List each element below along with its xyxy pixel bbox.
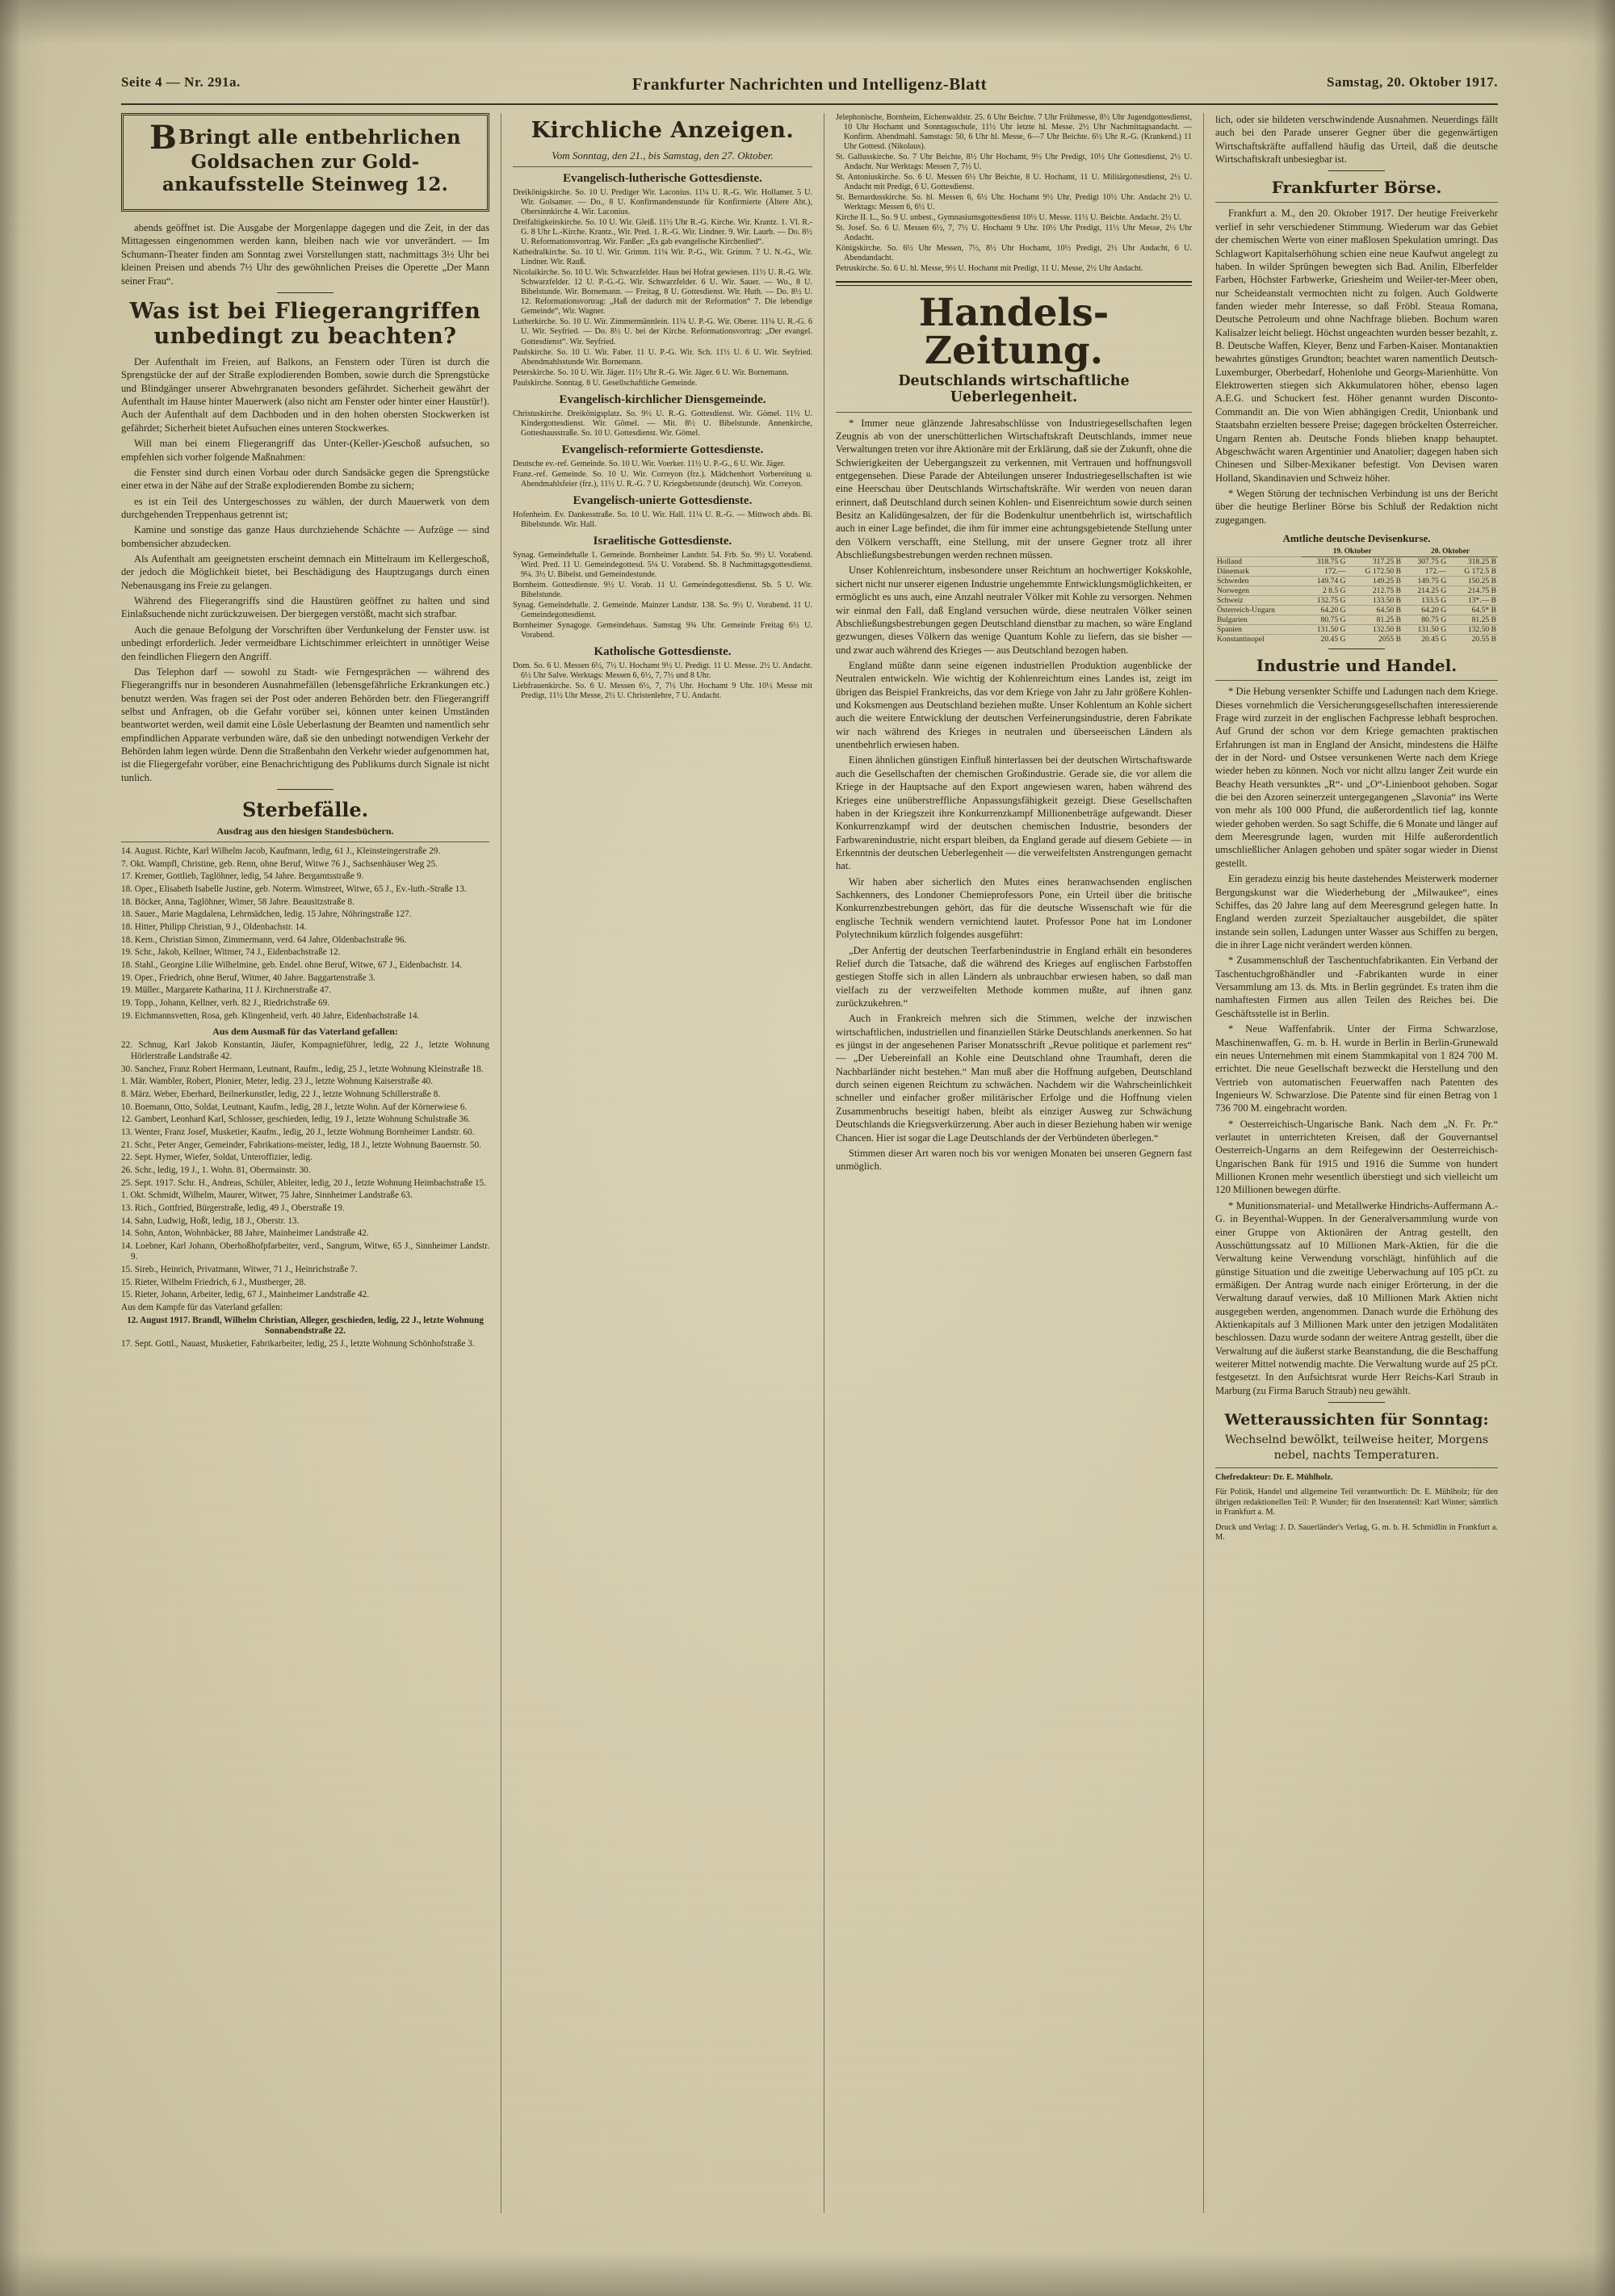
industry-paragraph: Ein geradezu einzig bis heute dastehendes Meisterwerk moderner Bergungskunst war die Wiederhebung der „Milwaukee“, eines Schiffes, das 20 Jahre lang auf dem Meeresgrund gelegen hatte. In England werden zurzeit Spezialtaucher ausgebildet, die später instande sein sollen, Ladungen unter Wasser aus Schiffen zu bergen, die in ihrer Lage nicht verändert werden können. (1215, 873, 1498, 951)
divider (836, 281, 1192, 286)
war-dead-entry: 14. Sohn, Anton, Wohnbäcker, 88 Jahre, Mainheimer Landstraße 42. (121, 1228, 369, 1239)
fx-value: 150.25 B (1448, 576, 1498, 586)
stock-exchange-paragraph: * Wegen Störung der technischen Verbindung ist uns der Bericht über die heutige Berliner Börse bis Schluß der Redaktion nicht zugegangen. (1215, 487, 1498, 526)
fx-value: 132.75 G (1302, 596, 1347, 606)
war-dead-entry: 10. Boemann, Otto, Soldat, Leutnant, Kaufm., ledig, 28 J., letzte Wohn. Auf der Körnerwiese 6. (121, 1102, 468, 1112)
fx-group-header: 19. Oktober (1302, 548, 1403, 556)
fx-value: 318.25 B (1448, 556, 1498, 566)
article-paragraph: es ist ein Teil des Untergeschosses zu wählen, der durch Mauerwerk von dem durchgehenden Treppenhaus getrennt ist; (121, 495, 489, 520)
war-dead-entry: 21. Schr., Peter Anger, Gemeinder, Fabrikations-meister, ledig, 18 J., letzte Wohnung Bauernstr. 50. (121, 1140, 481, 1150)
church-service-entry: Christuskirche. Dreikönigsplatz. So. 9½ U. R.-G. Gottesdienst. Wir. Gömel. 11½ U. Kindergottesdienst. Wir. Gömel. — Mit. 8½ U. Bibelstunde. Annenkirche, Gotteshausstraße. So. 10 U. Gottesdienst. Wir. Gömel. (513, 409, 812, 438)
newspaper-title: Frankfurter Nachrichten und Intelligenz-Blatt (631, 74, 988, 94)
fx-value: 13*.— B (1448, 596, 1498, 606)
war-dead-entry: 14. Loebner, Karl Johann, Oberhoßhofpfarbeiter, verd., Sangrum, Witwe, 65 J., Sinnheimer Landstr. 9. (121, 1240, 489, 1262)
article-paragraph: Der Aufenthalt im Freien, auf Balkons, an Fenstern oder Türen ist durch die Sprengstücke der auf der Straße explodierenden Bomben, sowie durch die Sprengstücke und Blindgänger unserer Abwehrgranaten besonders gefährdet. Sicherheit gewährt der Aufenthalt im Hause hinter Mauerwerk (also nicht am Fenster oder hinter einer Haustür!). Auch der Aufenthalt auf dem Dachboden und in den hohen obersten Stockwerken ist gefährdet; Sicherheit bietet Aufsuchen eines unteren Stockwerkes. (121, 355, 489, 434)
church-block-heading: Katholische Gottesdienste. (594, 645, 732, 659)
fx-value: 149.75 G (1403, 576, 1448, 586)
church-notices-daterange: Vom Sonntag, den 21., bis Samstag, den 27. Oktober. (552, 149, 774, 162)
death-entry: 18. Sauer., Marie Magdalena, Lehrmädchen, ledig. 15 Jahre, Nöhringstraße 127. (121, 909, 412, 920)
church-service-entry: Paulskirche. Sonntag. 8 U. Gesellschaftliche Gemeinde. (513, 378, 698, 388)
fx-value: 2055 B (1347, 635, 1403, 644)
church-service-entry: Synag. Gemeindehalle 1. Gemeinde. Bornheimer Landstr. 54. Frb. So. 9½ U. Vorabend. Wird. Pred. 11 U. Gemeindegottesd. 5¼ U. Vorabend. Sb. 8 Nachmittagsgottesdienst. 9¼. 3½ U. Bibelst. und Gemeindestunde. (513, 550, 812, 579)
fx-value: 318.75 G (1302, 556, 1347, 566)
war-dead-entry: 1. Okt. Schmidt, Wilhelm, Maurer, Witwer, 75 Jahre, Sinnheimer Landstraße 63. (121, 1190, 413, 1201)
fx-value: 80.75 G (1403, 615, 1448, 625)
fx-value: 149.25 B (1347, 576, 1403, 586)
fx-value: 149.74 G (1302, 576, 1347, 586)
deaths-list (121, 846, 489, 1022)
article-paragraph: Das Telephon darf — sowohl zu Stadt- wie Ferngesprächen — während des Fliegerangriffs nur in besonderen Ausnahmefällen (lebensgefährliche Erkrankungen etc.) benutzt werden. Was fragen sei der Post oder anderen Behörden betr. den Fliegerangriff selbst und Anfragen, ob die Gefahr vorüber sei, können unter keinen Umständen beantwortet werden, weil damit eine Lösle Ueberlastung der Beamten und namentlich sehr empfindlichen Apparate verbunden wäre, daß sie den unbedingt notwendigen Verkehr der Behörden lahm legen würde. Denn die Straßenbahn den Verkehr wieder aufgenommen hat, ist die Fliegergefahr vorüber, eine Benachrichtigung des Publikums durch Signale ist nicht tunlich. (121, 665, 489, 783)
war-dead-sublabel: 12. August 1917. Brandl, Wilhelm Christian, Alleger, geschieden, ledig, 22 J., letzte Wohnung Sonnabendstraße 22. (127, 1315, 484, 1337)
trade-paragraph: Einen ähnlichen günstigen Einfluß hinterlassen bei der deutschen Wirtschaftswarde auch die Gesellschaften der chemischen Großindustrie. Gerade sie, die vor allem die Kriege in der Hauptsache auf den Export angewiesen waren, haben während des Krieges eine unüberstreffliche Anpassungsfähigkeit gezeigt. Diese Gesellschaften haben in der Kriegszeit ihre Konkurrenzkampf Millionenbeträge aufgewandt. Dieser Konkurrenzkampf wird der deutschen chemischen Industrie, besonders der Farbwarenindustrie, nicht erspart bleiben, da England gerade auf diesem Gebiete — in Erkenntnis der deutschen Ueberlegenheit — die verweifeltsten Anstrengungen gemacht hat. (836, 754, 1192, 872)
divider (1328, 170, 1385, 171)
war-dead-entry: 12. Gambert, Leonhard Karl, Schlosser, geschieden, ledig, 19 J., letzte Wohnung Schulstraße 36. (121, 1114, 471, 1125)
table-row (1215, 556, 1498, 566)
deaths-section-title: Sterbefälle. (241, 798, 369, 822)
column-1 (121, 113, 501, 2213)
death-entry: 18. Hitter, Philipp Christian, 9 J., Oldenbachstr. 14. (121, 922, 307, 933)
column-4 (1203, 113, 1498, 2213)
church-service-entry: St. Josef. So. 6 U. Messen 6½, 7, 7½ U. Hochamt 9 Uhr. 10½ Uhr Predigt, 11½ Uhr Messe, 2½ Uhr Andacht. (836, 224, 1192, 243)
death-entry: 19. Oper., Friedrich, ohne Beruf, Witmer, 40 Jahre. Baggartenstraße 3. (121, 972, 375, 983)
divider (1215, 202, 1498, 203)
church-service-entry: St. Bernardusskirche. So. hl. Messen 6, 6½ Uhr. Hochamt 9½ Uhr, Predigt 10½ Uhr. Andacht 2½ U. Werktags: Messen 6, 6½ U. (836, 193, 1192, 212)
fx-value: 212.75 B (1347, 586, 1403, 595)
war-dead-entry: 1. Mär. Wambler, Robert, Plonier, Meter, ledig. 23 J., letzte Wohnung Kaiserstraße 40. (121, 1077, 434, 1087)
industry-paragraph: * Oesterreichisch-Ungarische Bank. Nach dem „N. Fr. Pr.“ verlautet in unterrichteten Kreisen, daß der Gouvernantsel Oesterreich-Ungarns an dem Reifegewinn der Oesterreichisch-Ungarischen Bank für 1915 und 1916 die Summe von hundert Millionen Kronen mehr wesentlich überstiegt und sich vielleicht um 120 Millionen bewegen dürfte. (1215, 1118, 1498, 1196)
trade-paragraph: Wir haben aber sicherlich den Mutes eines heranwachsenden englischen Sachkenners, des Londoner Chemieprofessors Pone, ein Urteil über die britische Konkurrenzbestrebungen gehört, das für die deutsche Wissenschaft wie für die englische Technik wendern vernichtend lautet. Professor Pone hat im Londoner Polytechnikum kürzlich folgendes ausgeführt: (836, 875, 1192, 941)
fx-table-title: Amtliche deutsche Devisenkurse. (1282, 532, 1431, 545)
war-dead-list (121, 1040, 489, 1349)
table-row (1215, 606, 1498, 615)
article-paragraph: Kamine und sonstige das ganze Haus durchziehende Schächte — Aufzüge — sind bombensicher abzudecken. (121, 524, 489, 549)
industry-paragraph: * Zusammenschluß der Taschentuchfabrikanten. Ein Verband der Taschentuchgroßhändler und -Fabrikanten wurde in einer Versammlung am 13. ds. Mts. in Berlin gegründet. Es traten ihm die namhaftesten Firmen aus allen Teilen des Reiches bei. Die Geschäftsstelle ist in Berlin. (1215, 955, 1498, 1019)
article-paragraph: Als Aufenthalt am geeignetsten erscheint demnach ein Mittelraum im Kellergeschoß, der jedoch die Möglichkeit bietet, bei Beschädigung des Hauptzugangs durch einen Nebenausgang ins Freie zu gelangen. (121, 553, 489, 591)
church-service-entry: Synag. Gemeindehalle. 2. Gemeinde. Mainzer Landstr. 138. So. 9½ U. Vorabend. 11 U. Gemeindegottesdienst. (513, 601, 812, 620)
war-dead-entry: 26. Schr., ledig, 19 J., 1. Wohn. 81, Obermainstr. 30. (121, 1165, 311, 1175)
death-entry: 18. Stahl., Georgine Lilie Wilhelmine, geb. Endel. ohne Beruf, Witwe, 67 J., Eidenbachstr. 14. (121, 960, 462, 971)
fx-country: Dänemark (1215, 566, 1302, 576)
advert-line-1 (135, 119, 476, 157)
church-service-entry: Dreikönigskirche. So. 10 U. Prediger Wir. Laconius. 11¼ U. R.-G. Wir. Hollamer. 5 U. Wir. Golsamer. — Do., 8 U. Konfirmandenstunde für Konfirmierte (Ältere Abt.), Obersinnkirche 4. Wir. Laconius. (513, 188, 812, 217)
imprint-line: Druck und Verlag: J. D. Sauerländer's Verlag, G. m. b. H. Schmidlin in Frankfurt a. M. (1215, 1522, 1498, 1543)
church-block-heading: Evangelisch-reformierte Gottesdienste. (561, 443, 764, 456)
death-entry: 14. August. Richte, Karl Wilhelm Jacob, Kaufmann, ledig, 61 J., Kleinsteingerstraße 29. (121, 846, 441, 857)
industry-paragraph: * Neue Waffenfabrik. Unter der Firma Schwarzlose, Maschinenwaffen, G. m. b. H. wurde in Berlin in Berlin-Grunewald ein neues Unternehmen mit einem Stammkapital von 1 824 700 M. errichtet. Die neue Gesellschaft bezweckt die Herstellung und den Vertrieb von automatischen Feuerwaffen nach Patenten des Ingenieurs W. Schwarzlose. Die Patente sind für einen Betrag von 1 736 700 M. eingebracht worden. (1215, 1023, 1498, 1114)
headline-line-2: unbedingt zu beachten? (153, 323, 457, 349)
trade-paragraph: Auch in Frankreich mehren sich die Stimmen, welche der inzwischen wirtschaftlichen, industriellen und finanziellen Stärke Deutschlands anerkennen. So hat es jüngst in der angesehenen Pariser Monatsschrift „Revue politique et parlement res“ — „Der Uebereinfall an Kohle eine Deutschland ohne Traumhaft, deren die Nachbarländer nicht bestehen.“ Man muß aber die Hoffnung aufgeben, Deutschland durch seinen eigenen Reichtum zu schwächen. Nachdem wir die Wahrscheinlichkeit schneller und einfacher großer militärischer Erfolge und die Hoffnung vielen Zusammenbruchs beseitigt haben, bleibt als einziger Ausweg zur Schwächung Deutschlands die Kriegsverkürzerung. Aber auch in dieser Beziehung haben wir wenige Chancen. Hier ist sogar die Lage Deutschlands der der Verbündeten überlegen.“ (836, 1013, 1192, 1144)
table-row (1215, 615, 1498, 625)
divider (1328, 1402, 1385, 1403)
fx-value: 307.75 G (1403, 556, 1448, 566)
trade-paragraph: „Der Anfertig der deutschen Teerfarbenindustrie in England erhält ein besonderes Relief durch die Tatsache, daß die während des Krieges auf englischen Farbstoffen gestiegen Stoffe sich in allen Ländern als unbrauchbar erwiesen haben, so daß man vielfach zu der verzweifelten Methode kommen mußte, auf ihnen ganz zurückzukehren.“ (836, 944, 1192, 1009)
trade-section-title: Handels-Zeitung. (918, 290, 1110, 373)
page-sheet (121, 74, 1498, 2223)
war-dead-entry: 22. Sept. Hymer, Wiefer, Soldat, Unteroffizier, ledig. (121, 1152, 313, 1163)
fx-col-empty (1215, 548, 1302, 556)
church-service-entry: Jelephonische, Bornheim, Eichenwaldstr. 25. 6 Uhr Beichte. 7 Uhr Frühmesse, 8½ Uhr Jugendgottesdienst, 10 Uhr Hochamt und Sonntagsschule, 11½ Uhr letzte hl. Messe. 2½ Uhr Nachmittagsandacht. — Konfirm. Abendmahl. Samstags: 50, 6 Uhr hl. Messe, 6—7 Uhr Beichte. 6½ Uhr R.-G. (Krankend.) 11 Uhr Gottesd. (Nikolaus). (836, 113, 1192, 152)
church-service-entry: St. Antoniuskirche. So. 6 U. Messen 6½ Uhr Beichte, 8 U. Hochamt, 11 U. Militärgottesdienst, 2½ U. Andacht mit Predigt, 6 U. Gottesdienst. (836, 173, 1192, 192)
article-paragraph: die Fenster sind durch einen Vorbau oder durch Sandsäcke gegen die Sprengstücke einer etwa in der Nähe auf der Straße explodierenden Bombe zu sichern; (121, 466, 489, 492)
church-notices-title: Kirchliche Anzeigen. (531, 118, 795, 143)
fx-value: 133.5 G (1403, 596, 1448, 606)
war-dead-entry: 30. Sanchez, Franz Robert Hermann, Leutnant, Raufm., ledig, 25 J., letzte Wohnung Kleinstraße 18. (121, 1064, 484, 1074)
fx-value: 64.5* B (1448, 606, 1498, 615)
deaths-section-subtitle: Ausdrag aus den hiesigen Standesbüchern. (216, 825, 394, 837)
church-service-entry: Franz.-ref. Gemeinde. So. 10 U. Wir. Correyon (frz.). Mädchenhort Vorbereitung u. Abendmahlsfeier (frz.), 11½ U. R.-G. 7 U. Kriegsbetstunde (deutsch). Wir. Correyon. (513, 469, 812, 489)
war-dead-label: Aus dem Ausmaß für das Vaterland gefallen: (212, 1026, 398, 1038)
church-service-entry: Königskirche. So. 6½ Uhr Messen, 7½, 8½ Uhr Hochamt, 10½ Predigt, 2½ Uhr Andacht, 6 U. Abendandacht. (836, 244, 1192, 263)
weather-forecast-title: Wetteraussichten für Sonntag: (1224, 1411, 1489, 1429)
church-service-entry: Petruskirche. So. 6 U. hl. Messe, 9½ U. Hochamt mit Predigt, 11 U. Messe, 2½ Uhr Andacht. (836, 264, 1143, 274)
fx-value: 64.20 G (1302, 606, 1347, 615)
death-entry: 19. Müller., Margarete Katharina, 11 J. Kirchnerstraße 47. (121, 985, 332, 996)
gold-purchase-advert (121, 113, 489, 212)
fx-value: 81.25 B (1448, 615, 1498, 625)
church-service-entry: Lutherkirche. So. 10 U. Wir. Zimmermännlein. 11¼ U. P.-G. Wir. Oberer. 11¼ U. R.-G. 6 U. Wir. Seyfried. — Do. 8½ U. bei der Kirche. Reformationsvortrag: „Der evangel. Gottesdienst“. Wir. Seyfried. (513, 317, 812, 346)
church-block-heading: Evangelisch-lutherische Gottesdienste. (563, 172, 762, 186)
fx-value: 214.25 G (1403, 586, 1448, 595)
fx-value: 80.75 G (1302, 615, 1347, 625)
fx-country: Schweiz (1215, 596, 1302, 606)
war-dead-entry: Aus dem Kampfe für das Vaterland gefallen: (121, 1303, 283, 1313)
issue-date: Samstag, 20. Oktober 1917. (1327, 74, 1498, 90)
fx-group-header: 20. Oktober (1403, 548, 1498, 556)
death-entry: 19. Schr., Jakob, Kellner, Witmer, 74 J., Eidenbachstraße 12. (121, 947, 341, 958)
fx-value: 20.45 G (1302, 635, 1347, 644)
church-block-heading: Israelitische Gottesdienste. (593, 534, 732, 548)
church-service-entry: Dom. So. 6 U. Messen 6½, 7½ U. Hochamt 9½ U. Predigt. 11 U. Messe. 2½ U. Andacht. 6½ Uhr Salve. Werktags: Messen 6, 6½, 7, 7½ und 8 Uhr. (513, 661, 812, 681)
church-service-entry: Bornheim. Gottesdienste. 9½ U. Vorab. 11 U. Gemeindegottesdienst. Sb. 5 U. Wir. Bibelstunde. (513, 581, 812, 600)
trade-paragraph: Unser Kohlenreichtum, insbesondere unser Reichtum an hochwertiger Kokskohle, sichert nicht nur unserer eigenen Industrie ungehemmte Entwicklungsmöglichkeiten, er ermöglicht es uns auch, eine Anzahl neutraler Völker mit Kohle zu versorgen. Nehmen wir einmal den Fall, daß England versuchen würde, diese neutralen Völker seinen Abschließungsbestrebungen gegen Deutschland dienstbar zu machen, so wäre England gezwungen, dieses Völkern das wenige Quantum Kohle zu liefern, das sie bisher — und zwar auch während des Krieges — aus Deutschland bezogen haben. (836, 565, 1192, 656)
stock-exchange-title: Frankfurter Börse. (1271, 178, 1442, 198)
fx-country: Spanien (1215, 625, 1302, 635)
church-block-heading: Evangelisch-unierte Gottesdienste. (573, 493, 753, 507)
divider (836, 412, 1192, 413)
church-service-entry: St. Gallusskirche. So. 7 Uhr Beichte, 8½ Uhr Hochamt, 9½ Uhr Predigt, 10½ Uhr Gottesdienst, 2½ U. Andacht. Nur Werktags: Messen 7, 7½ U. (836, 153, 1192, 172)
war-dead-entry: 15. Rieter, Johann, Arbeiter, ledig, 67 J., Mainheimer Landstraße 42. (121, 1290, 369, 1300)
church-block-heading: Evangelisch-kirchlicher Diensgemeinde. (559, 392, 766, 406)
table-row (1215, 586, 1498, 595)
fx-value: 131.50 G (1403, 625, 1448, 635)
fx-rate-table (1215, 548, 1498, 644)
war-dead-entry: 22. Schnug, Karl Jakob Konstantin, Jäufer, Kompagnieführer, ledig, 22 J., letzte Wohnung Hörlerstraße Landstraße 42. (121, 1040, 489, 1061)
editor-imprint-label: Chefredakteur: Dr. E. Mühlholz. (1215, 1472, 1333, 1482)
fx-value: 20.55 B (1448, 635, 1498, 644)
trade-article-headline: Deutschlands wirtschaftliche Ueberlegenheit. (898, 372, 1130, 405)
table-row (1215, 635, 1498, 644)
article-paragraph: Auch die genaue Befolgung der Vorschriften über Verdunkelung der Fenster usw. ist unbedingt erforderlich. Jeder vermeidbare Lichtschimmer erleichtert in unnötiger Weise den feindlichen Fliegern den Angriff. (121, 623, 489, 662)
fx-table-body (1215, 556, 1498, 644)
imprint-line: Für Politik, Handel und allgemeine Teil verantwortlich: Dr. E. Mühlholz; für den übrigen redaktionellen Teil: P. Wunder; für den Inseratenteil: Karl Winter; sämtlich in Frankfurt a. M. (1215, 1488, 1498, 1517)
fx-value: 64.50 B (1347, 606, 1403, 615)
divider (277, 789, 333, 790)
fx-value: G 172.50 B (1347, 566, 1403, 576)
article-paragraph: Will man bei einem Fliegerangriff das Unter-(Keller-)Geschoß aufsuchen, so empfehlen sich vorher folgende Maßnahmen: (121, 438, 489, 463)
trade-paragraph: Stimmen dieser Art waren noch bis vor wenigen Monaten bei unseren Gegnern fast unmöglich. (836, 1147, 1192, 1173)
advert-line-1-text: Bringt alle entbehrlichen (178, 125, 461, 149)
divider (1215, 680, 1498, 681)
church-service-entry: Nicolaikirche. So. 10 U. Wir. Schwarzfelder. Haus bei Hofrat gewiesen. 11½ U. R.-G. Wir. Schwarzfelder. 12 U. P.-G.-G. Wir. Schwarzfelder. 6 U. Wir. Sauer. — Wo., 8 U. Bibelstunde. Wir. Bornemann. — Freitag, 8 U. Gottesdienst. Wir. Huth. — Do. 8½ U. 12. Reformationsvortrag: „Haß der dadurch mit der Reformation“ 7. Die lebendige Gemeinde“, Wir. Wagner. (513, 268, 812, 317)
war-dead-entry: 17. Sept. Gottl., Nauast, Musketier, Fabrikarbeiter, ledig, 25 J., letzte Wohnung Schönhofstraße 3. (121, 1339, 475, 1349)
church-service-entry: Deutsche ev.-ref. Gemeinde. So. 10 U. Wir. Voerker. 11½ U. P.-G., 6 U. Wir. Jäger. (513, 459, 786, 468)
church-service-entry: Peterskirche. So. 10 U. Wir. Jäger. 11½ Uhr R.-G. Wir. Jäger. 6 U. Wir. Bornemann. (513, 367, 789, 377)
fx-country: Norwegen (1215, 586, 1302, 595)
divider (1215, 1467, 1498, 1468)
column-3 (824, 113, 1203, 2213)
fx-country: Bulgarien (1215, 615, 1302, 625)
advert-dropcap: B (149, 119, 178, 157)
war-dead-entry: 14. Sahn, Ludwig, Hoßt, ledig, 18 J., Oberstr. 13. (121, 1215, 300, 1226)
church-service-entry: Dreifaltigkeitskirche. So. 10 U. Wir. Gleiß. 11½ Uhr R.-G. Kirche. Wir. Krantz. 1. Vl. R.-G. 8 Uhr L.-Kirche. Krantz., Wir. Pred. 1. R.-G. Wir. Lindner. 9. Wir. Laurb. — Do. 8½ U. Reformationsvortrag. Wir. Fanßer: „Es gab evangelische Kirchenlied“. (513, 218, 812, 247)
headline-line-1: Was ist bei Fliegerangriffen (129, 298, 481, 324)
divider (277, 292, 333, 293)
industry-section-title: Industrie und Handel. (1256, 656, 1458, 676)
advert-followup-text: abends geöffnet ist. Die Ausgabe der Morgenlappe dagegen und die Zeit, in der das Mittagessen eingenommen werden kann, bleiben nach wie vor unverändert. — Im Schumann-Theater finden am Sonntag zwei Vorstellungen statt, nachmittags 3½ Uhr bei kleinen Preisen und abends 7½ Uhr des gewöhnlichen Preises die Operette „Der Mann seiner Frau“. (121, 222, 489, 287)
death-entry: 18. Kern., Christian Simon, Zimmermann, verd. 64 Jahre, Oldenbachstraße 96. (121, 934, 407, 945)
war-dead-entry: 8. März. Weber, Eberhard, Beilnerkunstler, ledig, 22 J., letzte Wohnung Schillerstraße 8. (121, 1089, 441, 1099)
article-headline-air-raid (121, 299, 489, 349)
fx-value: 20.45 G (1403, 635, 1448, 644)
fx-country: Konstantinopel (1215, 635, 1302, 644)
fx-country: Österreich-Ungarn (1215, 606, 1302, 615)
fx-value: G 172.5 B (1448, 566, 1498, 576)
article-paragraph: Während des Fliegerangriffs sind die Haustüren geöffnet zu halten und sind Einlaßsuchende nicht zurückzuweisen. Der biergegen verstößt, macht sich strafbar. (121, 595, 489, 620)
fx-value: 132.50 B (1347, 625, 1403, 635)
fx-value: 131.50 G (1302, 625, 1347, 635)
table-row (1215, 576, 1498, 586)
column-grid (121, 113, 1498, 2213)
war-dead-entry: 15. Rieter, Wilhelm Friedrich, 6 J., Mustberger, 28. (121, 1277, 306, 1287)
church-service-entry: Kathedralkirche. So. 10 U. Wir. Grimm. 11¼ Wir. P.-G., Wir. Grimm. 7 U. N.-G., Wir. Lindner. Wir. Rauß. (513, 248, 812, 267)
death-entry: 19. Topp., Johann, Kellner, verh. 82 J., Riedrichstraße 69. (121, 998, 329, 1008)
church-service-entry: Hofenheim. Ev. Dankesstraße. So. 10 U. Wir. Hall. 11¼ U. R.-G. — Mittwoch abds. Bi. Bibelstunde. Wir. Hall. (513, 510, 812, 529)
church-service-entry: Liebfrauenkirche. So. 6 U. Messen 6½, 7, 7½ Uhr. Hochamt 9 Uhr. 10½ Messe mit Predigt, 11½ Uhr Messe, 2½ U. Christenlehre, 7 U. Andacht. (513, 682, 812, 701)
fx-value: 64.20 G (1403, 606, 1448, 615)
masthead (121, 74, 1498, 105)
fx-value: 214.75 B (1448, 586, 1498, 595)
trade-paragraph: * Immer neue glänzende Jahresabschlüsse von Industriegesellschaften legen Zeugnis ab von der unerschütterlichen Wirtschaftskraft Deutschlands, immer neue Verwaltungen treten vor ihre Aktionäre mit der Erklärung, daß sie der Zukunft, ohne die Schwierigkeiten der Uebergangszeit zu verkennen, mit Vertrauen und hoffnungsvoll entgegensehen. Diese Parade der Abteilungen unserer Industriegesellschaften ist wie eine Heerschau über Deutschlands Wirtschaftskräfte. Wir werden von neuen daran erinnert, daß Deutschland durch seinen Kohlen- und Eisenreichtum sowie durch seinen Besitz an Kalidüngesalzen, der für die Bodenkultur unentbehrlich ist, wirtschaftlich auch in einer Lage befindet, die ihm für immer eine achtungsgebietende Stellung unter den Völkern verschafft, eine Stellung, mit der unsere Gegner trotz all ihrer Abschließungsbestrebungen werden rechnen müssen. (836, 417, 1192, 561)
death-entry: 18. Oper., Elisabeth Isabelle Justine, geb. Noterm. Wimstreet, Witwe, 65 J., Ev.-luth.-Straße 13. (121, 884, 467, 895)
church-service-entry: Paulskirche. So. 10 U. Wir. Faber. 11 U. P.-G. Wir. Sch. 11½ U. 6 U. Wir. Seyfried. Abendmahlsstunde Wir. Bornemann. (513, 347, 812, 367)
fx-country: Schweden (1215, 576, 1302, 586)
fx-value: 81.25 B (1347, 615, 1403, 625)
industry-paragraph: * Munitionsmaterial- und Metallwerke Hindrichs-Auffermann A.-G. in Beyenthal-Wuppen. In der Generalversammlung wurde von einer Gruppe von Aktionären der Antrag gestellt, den Ausschüttungssatz auf 10 Millionen Mark-Aktien, für die die Verwaltung keine Verwendung vorschlägt, hinfühlich auf die günstige Situation und die zweitige Ueberwachung auf 105 pCt. zu ermäßigen. Der Antrag wurde nach einiger Erörterung, in der die Verwaltung darauf verwies, daß 10 Millionen Mark Aktien nicht ausgegeben werden, angenommen. Danach wurde die Erhöhung des Aktienkapitals auf 3 Millionen Mark unter den jetzigen Modalitäten beschlossen. Dazu wurde sodann der weitere Antrag gestellt, über die Verwaltung auf die äußerst starke Beanstandung, die die Beschaffung weiterer Mittel notwendig machte. Die Verwaltung wurde auf 25 pCt. festgesetzt. In den Aufsichtsrat wurde Herr Reichs-Karl Straub in Marburg (zu Firma Baruch Straub) neu gewählt. (1215, 1199, 1498, 1396)
fx-value: 133.50 B (1347, 596, 1403, 606)
fx-value: 172.— (1403, 566, 1448, 576)
war-dead-entry: 13. Rich., Gottfried, Bürgerstraße, ledig, 49 J., Oberstraße 19. (121, 1203, 345, 1213)
fx-country: Holland (1215, 556, 1302, 566)
war-dead-entry: 15. Sireb., Heinrich, Privatmann, Witwer, 71 J., Heinrichstraße 7. (121, 1265, 358, 1275)
fx-value: 132.50 B (1448, 625, 1498, 635)
fx-value: 317.25 B (1347, 556, 1403, 566)
advert-line-2: Goldsachen zur Gold- (191, 151, 420, 173)
trade-paragraph: England müßte dann seine eigenen industriellen Produktion augenblicke der Neutralen entwickeln. Wie wichtig der Kohlenreichtum eines Landes ist, zeigt im übrigen das Beispiel Frankreichs, das vor dem Kriege von Jahr zu Jahr größere Kohlen- und Koksmengen aus Deutschland beziehen mußte. Unser Kohlentum an Kohle sichert auch die weitere Entwicklung der deutschen Verfeinerungsindustrie, deren Fabrikate wir nach während des Krieges in neutralen und überseeischen Ländern als unentbehrlich erwiesen haben. (836, 659, 1192, 751)
death-entry: 17. Kremer, Gottlieb, Taglöhner, ledig, 54 Jahre. Bergamtsstraße 9. (121, 871, 364, 882)
table-row (1215, 596, 1498, 606)
fx-value: 2 8.5 G (1302, 586, 1347, 595)
death-entry: 18. Böcker, Anna, Taglöhner, Wimer, 58 Jahre. Beausitzstraße 8. (121, 896, 354, 907)
advert-line-3: ankaufsstelle Steinweg 12. (162, 174, 448, 196)
church-service-entry: Kirche II. L., So. 9 U. unbest., Gymnasiumsgottesdienst 10½ U. Messe. 11½ U. Beichte. Andacht. 2½ U. (836, 213, 1182, 223)
weather-forecast-text: Wechselnd bewölkt, teilweise heiter, Morgens nebel, nachts Temperaturen. (1224, 1433, 1489, 1463)
war-dead-entry: 13. Wenter, Franz Josef, Musketier, Kaufm., ledig, 20 J., letzte Wohnung Bornheimer Landstr. 60. (121, 1127, 475, 1137)
trade-paragraph-continued: lich, oder sie bildeten verschwindende Ausnahmen. Neuerdings fällt auch bei den Parade unserer Gegner über die gegenwärtigen Wirtschaftskräfte auffallend häufig das Urteil, daß die deutsche Wirtschaftskraft unbesiegbar ist. (1215, 114, 1498, 166)
industry-paragraph: * Die Hebung versenkter Schiffe und Ladungen nach dem Kriege. Dieses vornehmlich die Versicherungsgesellschaften interessierende Frage wird zurzeit in der englischen Fachpresse lebhaft besprochen. Auf Grund der schon vor dem Kriege gemachten praktischen Erfahrungen ist man in England der Ansicht, mindestens die Hälfte der in der Nord- und Ostsee versunkenen Werte nach dem Kriege wieder heben zu können. Noch vor nicht allzu langer Zeit wurde ein Beachy Heath versunktes „R“- und „O“-Linienboot gehoben. Sogar die bei den Azoren seinerzeit untergegangenen „Slavonia“ ins Werte von mehr als 100 000 Pfund, die außerordentlich tief lag, konnte wieder gehoben werden. So sagt Schiffe, die 6 Monate und länger auf dem Meeresgrunde lagen, wurden mit Hilfe außerordentlich umschließlicher Anlagen gehoben und später sogar wieder in Dienst gestellt. (1215, 686, 1498, 869)
table-row (1215, 566, 1498, 576)
fx-value: 172.— (1302, 566, 1347, 576)
stock-exchange-paragraph: Frankfurt a. M., den 20. Oktober 1917. Der heutige Freiverkehr verlief in sehr verschiedener Stimmung. Wiederum war das Gebiet der chemischen Werte von einer maßlosen Spekulation umringt. Das Schlagwort Kapitalserhöhung schien eine neue Kaufwut angelegt zu haben. In wilder Sprüngen bewegten sich Bad. Anilin, Elberfelder Farben, Höchster Farbwerke, Griesheim und Weiler-ter-Meer oben, nur Scheideanstalt vermochten nicht zu folgen. Auch Goldwerte fanden wieder mehr Interesse, so daß Fröbl. Steaua Romana, Deutsche Petroleum und ohne Nachfrage blieben. Bochum waren Kalisalzer leicht beliegt. Höchst ungeachten wurden besser bezahlt, z. B. Deutsche Waffen, Kleyer, Benz und Farben-Kaiser. Montanaktien bewahrtes günstiges Grundton; beachtet waren namentlich Deutsch-Luxemburger, Oberbedarf, Hohenlohe und Georgs-Marienhütte. Von Elektrowerten stiegen sich Akkumulatoren höher, ebenso lagen A.E.G. und Schuckert fest. Höher genannt wurden Discontо-Commandit an. Die von Wien abhängigen Credit, Unionbank und Staatsbahn erzielten bessere Preise; dagegen bröckelten Österreicher. Ungarn Renten ab. Deutsche Fonds blieben knapp behauptet. Abgeschwächt waren Argentinier und Anatolier; dagegen haben sich Chinesen und Silber-Mexikaner befestigt. Von Devisen waren Holland, Skandinavien und Schweiz höher. (1215, 208, 1498, 484)
table-row (1215, 625, 1498, 635)
death-entry: 19. Eichmannsvetten, Rosa, geb. Klingenheid, verh. 40 Jahre, Eidenbachstraße 14. (121, 1010, 420, 1021)
column-2 (501, 113, 824, 2213)
war-dead-entry: 25. Sept. 1917. Schr. H., Andreas, Schüler, Ableiter, ledig, 20 J., letzte Wohnung Heimbachstraße 15. (121, 1177, 486, 1188)
page-number-left: Seite 4 — Nr. 291a. (121, 74, 241, 90)
divider (513, 166, 812, 167)
church-service-entry: Bornheimer Synagoge. Gemeindehaus. Samstag 9¾ Uhr. Gemeinde Freitag 6½ U. Vorabend. (513, 621, 812, 640)
death-entry: 7. Okt. Wampfl, Christine, geb. Renn, ohne Beruf, Witwe 76 J., Sachsenhäuser Weg 25. (121, 858, 438, 869)
